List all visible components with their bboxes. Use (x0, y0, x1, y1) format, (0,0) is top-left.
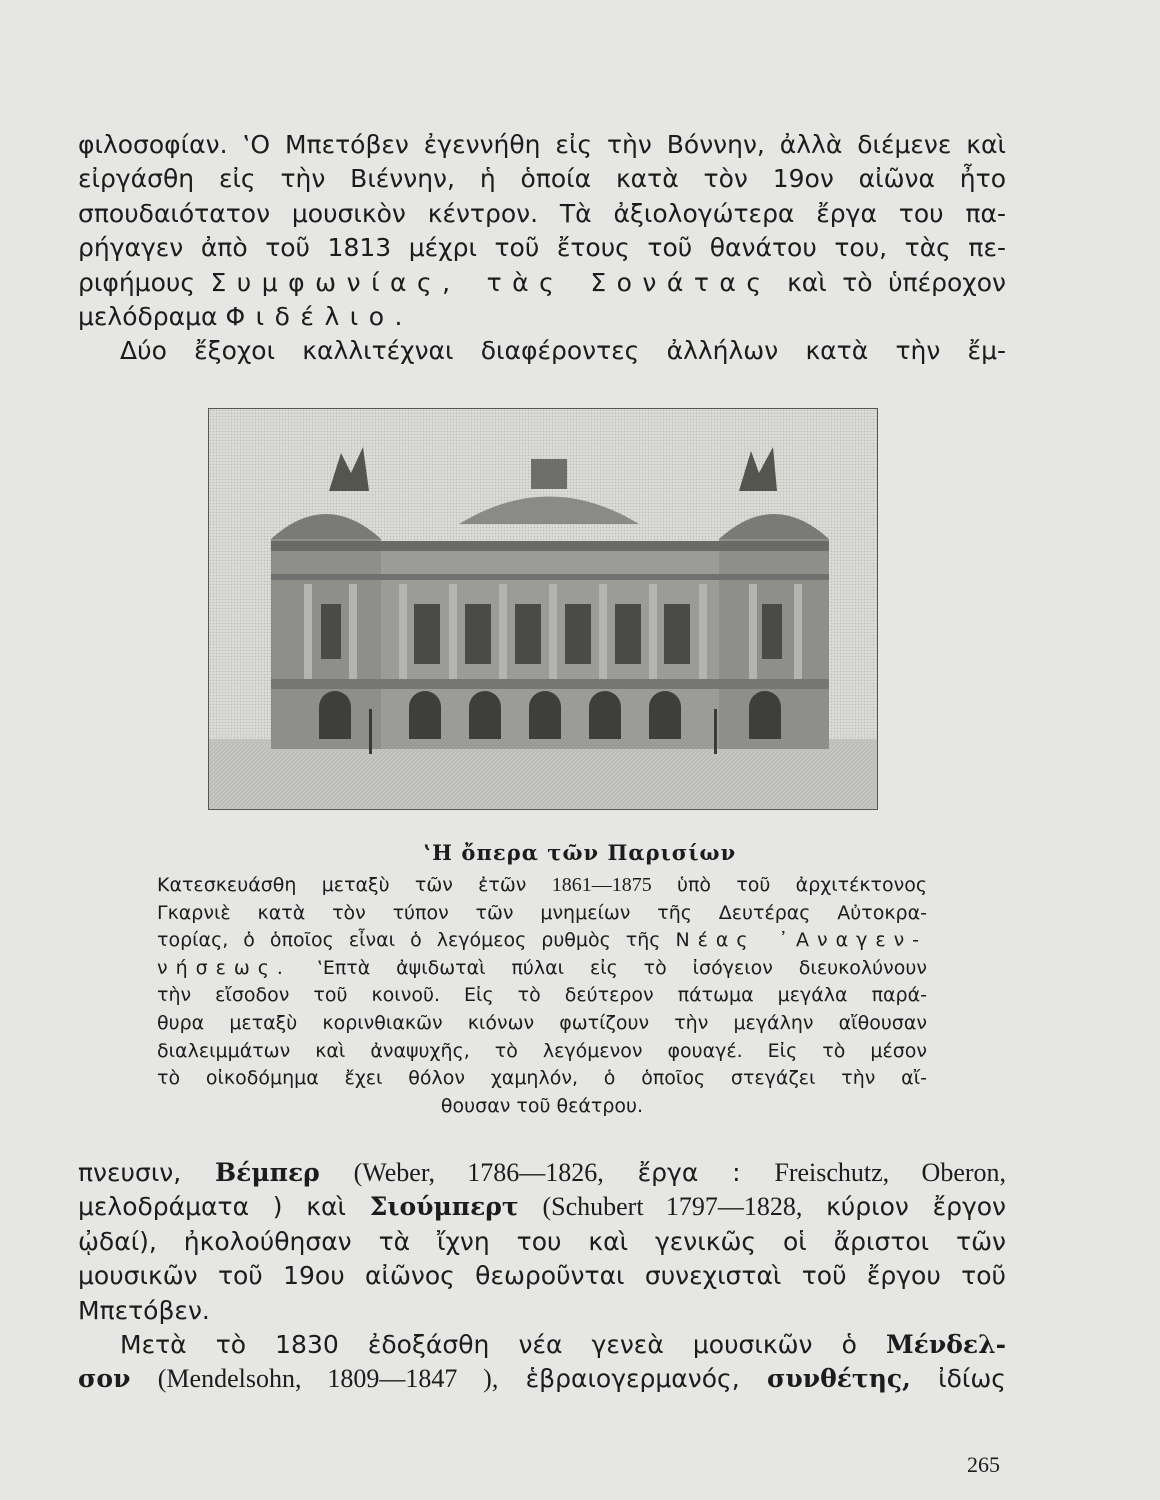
opera-house-engraving-icon (209, 409, 877, 809)
text-span: μελόδραμα (78, 301, 218, 331)
text-span: 1861—1875 (551, 874, 652, 896)
spaced-title: Συμφωνίας, τὰς Σονάτας (210, 267, 772, 297)
caption-line: τὸ οἰκοδόμημα ἔχει θόλον χαμηλόν, ὁ ὁποῖος στεγάζει τὴν αἴ- (157, 1067, 927, 1090)
caption-line: διαλειμμάτων καὶ ἀναψυχῆς, τὸ λεγόμενον φουαγέ. Εἰς τὸ μέσον (157, 1039, 927, 1062)
spaced-title: Φιδέλιο. (225, 301, 413, 331)
caption-line (157, 872, 927, 900)
text-line (78, 300, 1006, 334)
caption-title: ‛Η ὄπερα τῶν Παρισίων (423, 840, 737, 865)
text-line (78, 1259, 1006, 1293)
text-line (78, 1156, 1006, 1190)
text-span: 19ου (283, 1261, 345, 1291)
text-span: ‛Επτὰ ἀψιδωταὶ πύλαι εἰς τὸ ἰσόγειον διευκολύνουν (316, 956, 927, 979)
text-span: (Mendelsohn, 1809—1847 ), (157, 1364, 499, 1394)
text-line: σπουδαιότατον μουσικὸν κέντρον. Τὰ ἀξιολογώτερα ἔργα του πα- (78, 198, 1006, 228)
text-span: Freischutz, Oberon, (774, 1158, 1006, 1187)
text-span: (Weber, 1786—1826, (353, 1158, 604, 1187)
text-span: ἑβραιογερμανός, (525, 1364, 740, 1394)
caption-line: θουσαν τοῦ θεάτρου. (440, 1094, 644, 1117)
spaced-title: Νέας ᾿Αναγεν- (675, 929, 927, 952)
text-span: μελοδράματα ) καὶ (78, 1192, 346, 1222)
text-span: ἰδίως (938, 1364, 1006, 1394)
text-line: ρήγαγεν ἀπὸ τοῦ 1813 μέχρι τοῦ ἔτους τοῦ θανάτου του, τὰς πε- (78, 233, 1006, 263)
text-line (78, 1362, 1006, 1396)
text-line: Δύο ἔξοχοι καλλιτέχναι διαφέροντες ἀλλήλων κατὰ τὴν ἔμ- (120, 336, 1006, 366)
caption-line (157, 955, 927, 983)
text-span: 1830 (275, 1329, 339, 1359)
text-span: πνευσιν, (78, 1158, 182, 1187)
spaced-title: νήσεως. (157, 956, 291, 979)
page-number: 265 (967, 1452, 1000, 1477)
caption-line: τὴν εἴσοδον τοῦ κοινοῦ. Εἰς τὸ δεύτερον πάτωμα μεγάλα παρά- (157, 984, 927, 1007)
caption-line: θυρα μεταξὺ κορινθιακῶν κιόνων φωτίζουν τὴν μεγάλην αἴθουσαν (157, 1011, 927, 1034)
text-span: καὶ τὸ ὑπέροχον (787, 267, 1006, 297)
text-line: εἰργάσθη εἰς τὴν Βιέννην, ἡ ὁποία κατὰ τὸν 19ον αἰῶνα ἦτο (78, 164, 1006, 194)
caption-line: Γκαρνιὲ κατὰ τὸν τύπον τῶν μνημείων τῆς Δευτέρας Αὐτοκρα- (157, 901, 927, 924)
text-span: (Schubert 1797—1828, (542, 1192, 803, 1222)
image-caption (157, 872, 927, 1120)
bold-name: Βέμπερ (215, 1158, 320, 1187)
text-line (78, 1328, 1006, 1362)
caption-line (157, 927, 927, 955)
text-line (78, 266, 1006, 300)
top-paragraph (78, 128, 1006, 369)
text-line: φιλοσοφίαν. ‛Ο Μπετόβεν ἐγεννήθη εἰς τὴν Βόννην, ἀλλὰ διέμενε καὶ (78, 130, 1006, 159)
bottom-paragraph (78, 1156, 1006, 1397)
bold-name: σον (78, 1364, 131, 1394)
text-line (78, 1190, 1006, 1224)
text-span: μουσικῶν τοῦ (78, 1261, 263, 1291)
text-span: ἐδοξάσθη νέα γενεὰ μουσικῶν ὁ (367, 1329, 857, 1359)
opera-house-image (208, 408, 878, 810)
text-span: αἰῶνος θεωροῦνται συνεχισταὶ τοῦ ἔργου τοῦ (365, 1261, 1006, 1291)
text-line: Μπετόβεν. (78, 1295, 210, 1325)
text-span: ὑπὸ τοῦ ἀρχιτέκτονος (676, 874, 927, 896)
bold-name: Σιούμπερτ (369, 1192, 519, 1222)
bold-name: Μένδελ- (885, 1329, 1006, 1359)
text-span: κύριον ἔργον (826, 1192, 1006, 1222)
text-span: Μετὰ τὸ (120, 1329, 247, 1359)
text-span: ἔργα : (637, 1158, 741, 1187)
text-span: ριφήμους (78, 267, 196, 297)
text-span: τορίας, ὁ ὁποῖος εἶναι ὁ λεγόμεος ρυθμὸς τῆς (157, 929, 661, 952)
text-span: Κατεσκευάσθη μεταξὺ τῶν ἐτῶν (157, 874, 527, 896)
text-line: ᾠδαί), ἠκολούθησαν τὰ ἴχνη του καὶ γενικῶς οἱ ἄριστοι τῶν (78, 1226, 1006, 1256)
bold-name: συνθέτης, (766, 1364, 911, 1394)
